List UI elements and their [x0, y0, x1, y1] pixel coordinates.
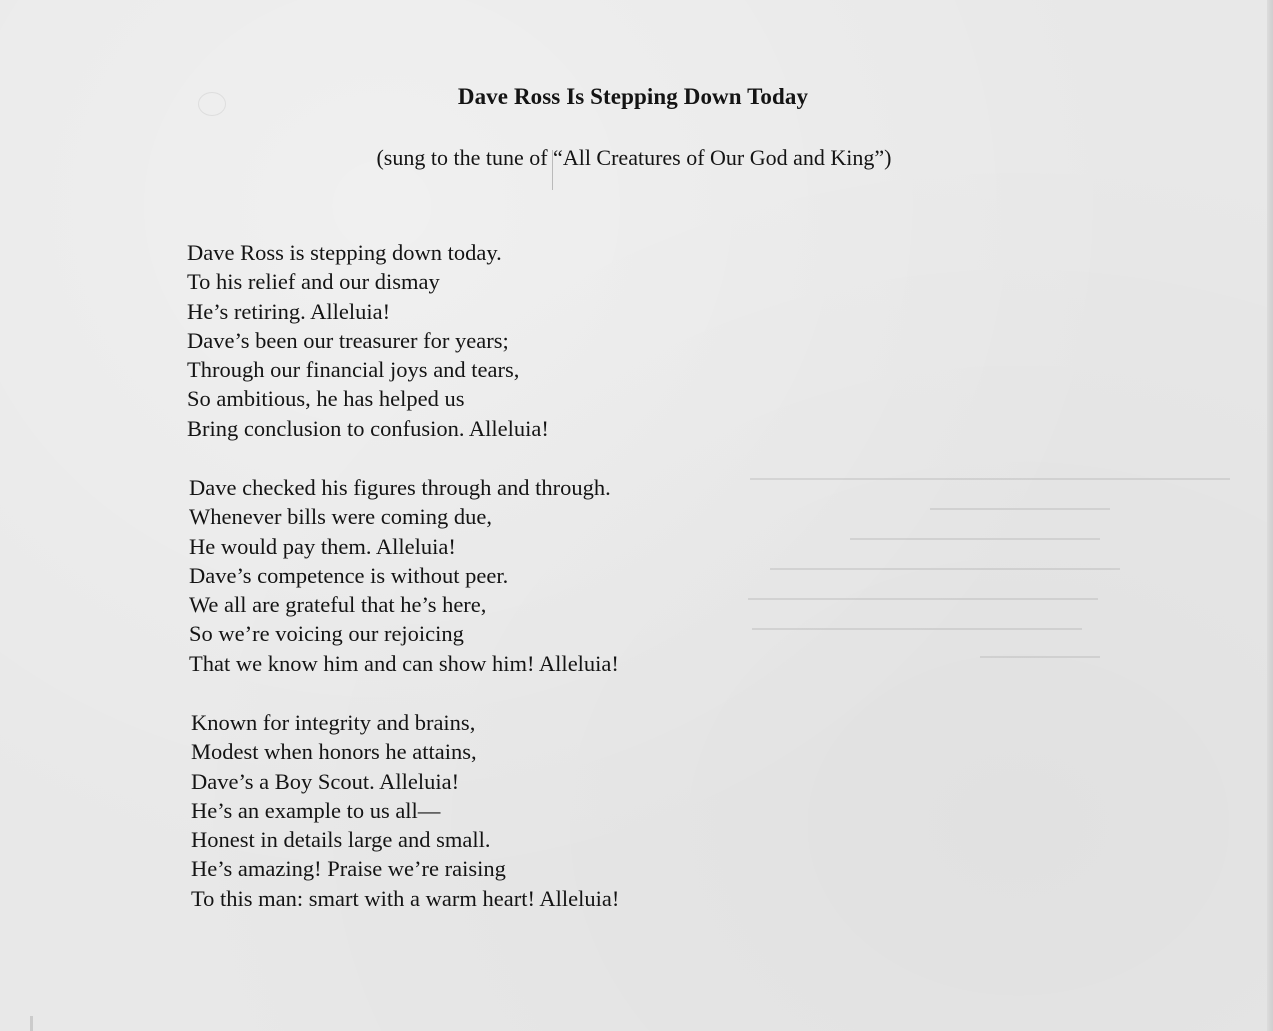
page-subtitle: (sung to the tune of “All Creatures of Our God and King”): [376, 145, 892, 170]
verse-line: He’s amazing! Praise we’re raising: [191, 856, 506, 882]
verse-line: Dave Ross is stepping down today.: [187, 240, 502, 265]
verse-line: Bring conclusion to confusion. Alleluia!: [187, 415, 549, 441]
verse-line: So ambitious, he has helped us: [187, 386, 465, 412]
verse-line: Dave’s a Boy Scout. Alleluia!: [191, 768, 460, 794]
verse-line: He’s an example to us all—: [191, 797, 441, 823]
show-through-text: [740, 470, 1240, 660]
scan-artifact-bottom: [30, 1016, 33, 1031]
verse-line: That we know him and can show him! Alleluia!: [189, 650, 619, 676]
verse-line: He would pay them. Alleluia!: [189, 533, 456, 559]
verse-line: To this man: smart with a warm heart! Alleluia!: [191, 885, 620, 911]
page-title: Dave Ross Is Stepping Down Today: [457, 84, 809, 109]
stanza-2: [189, 473, 619, 678]
verse-line: Honest in details large and small.: [191, 827, 491, 853]
verse-line: Dave checked his figures through and through.: [189, 475, 611, 500]
verse-line: He’s retiring. Alleluia!: [187, 298, 391, 324]
verse-line: We all are grateful that he’s here,: [189, 592, 487, 618]
verse-line: Through our financial joys and tears,: [187, 357, 520, 383]
verse-line: Dave’s been our treasurer for years;: [187, 327, 509, 353]
verse-line: Dave’s competence is without peer.: [189, 562, 509, 588]
stanza-3: [191, 708, 619, 913]
verse-line: To his relief and our dismay: [187, 269, 440, 295]
stanza-1: [187, 238, 549, 443]
verse-line: Known for integrity and brains,: [191, 710, 476, 735]
verse-line: So we’re voicing our rejoicing: [189, 621, 464, 647]
verse-line: Whenever bills were coming due,: [189, 504, 493, 530]
verse-line: Modest when honors he attains,: [191, 739, 477, 765]
